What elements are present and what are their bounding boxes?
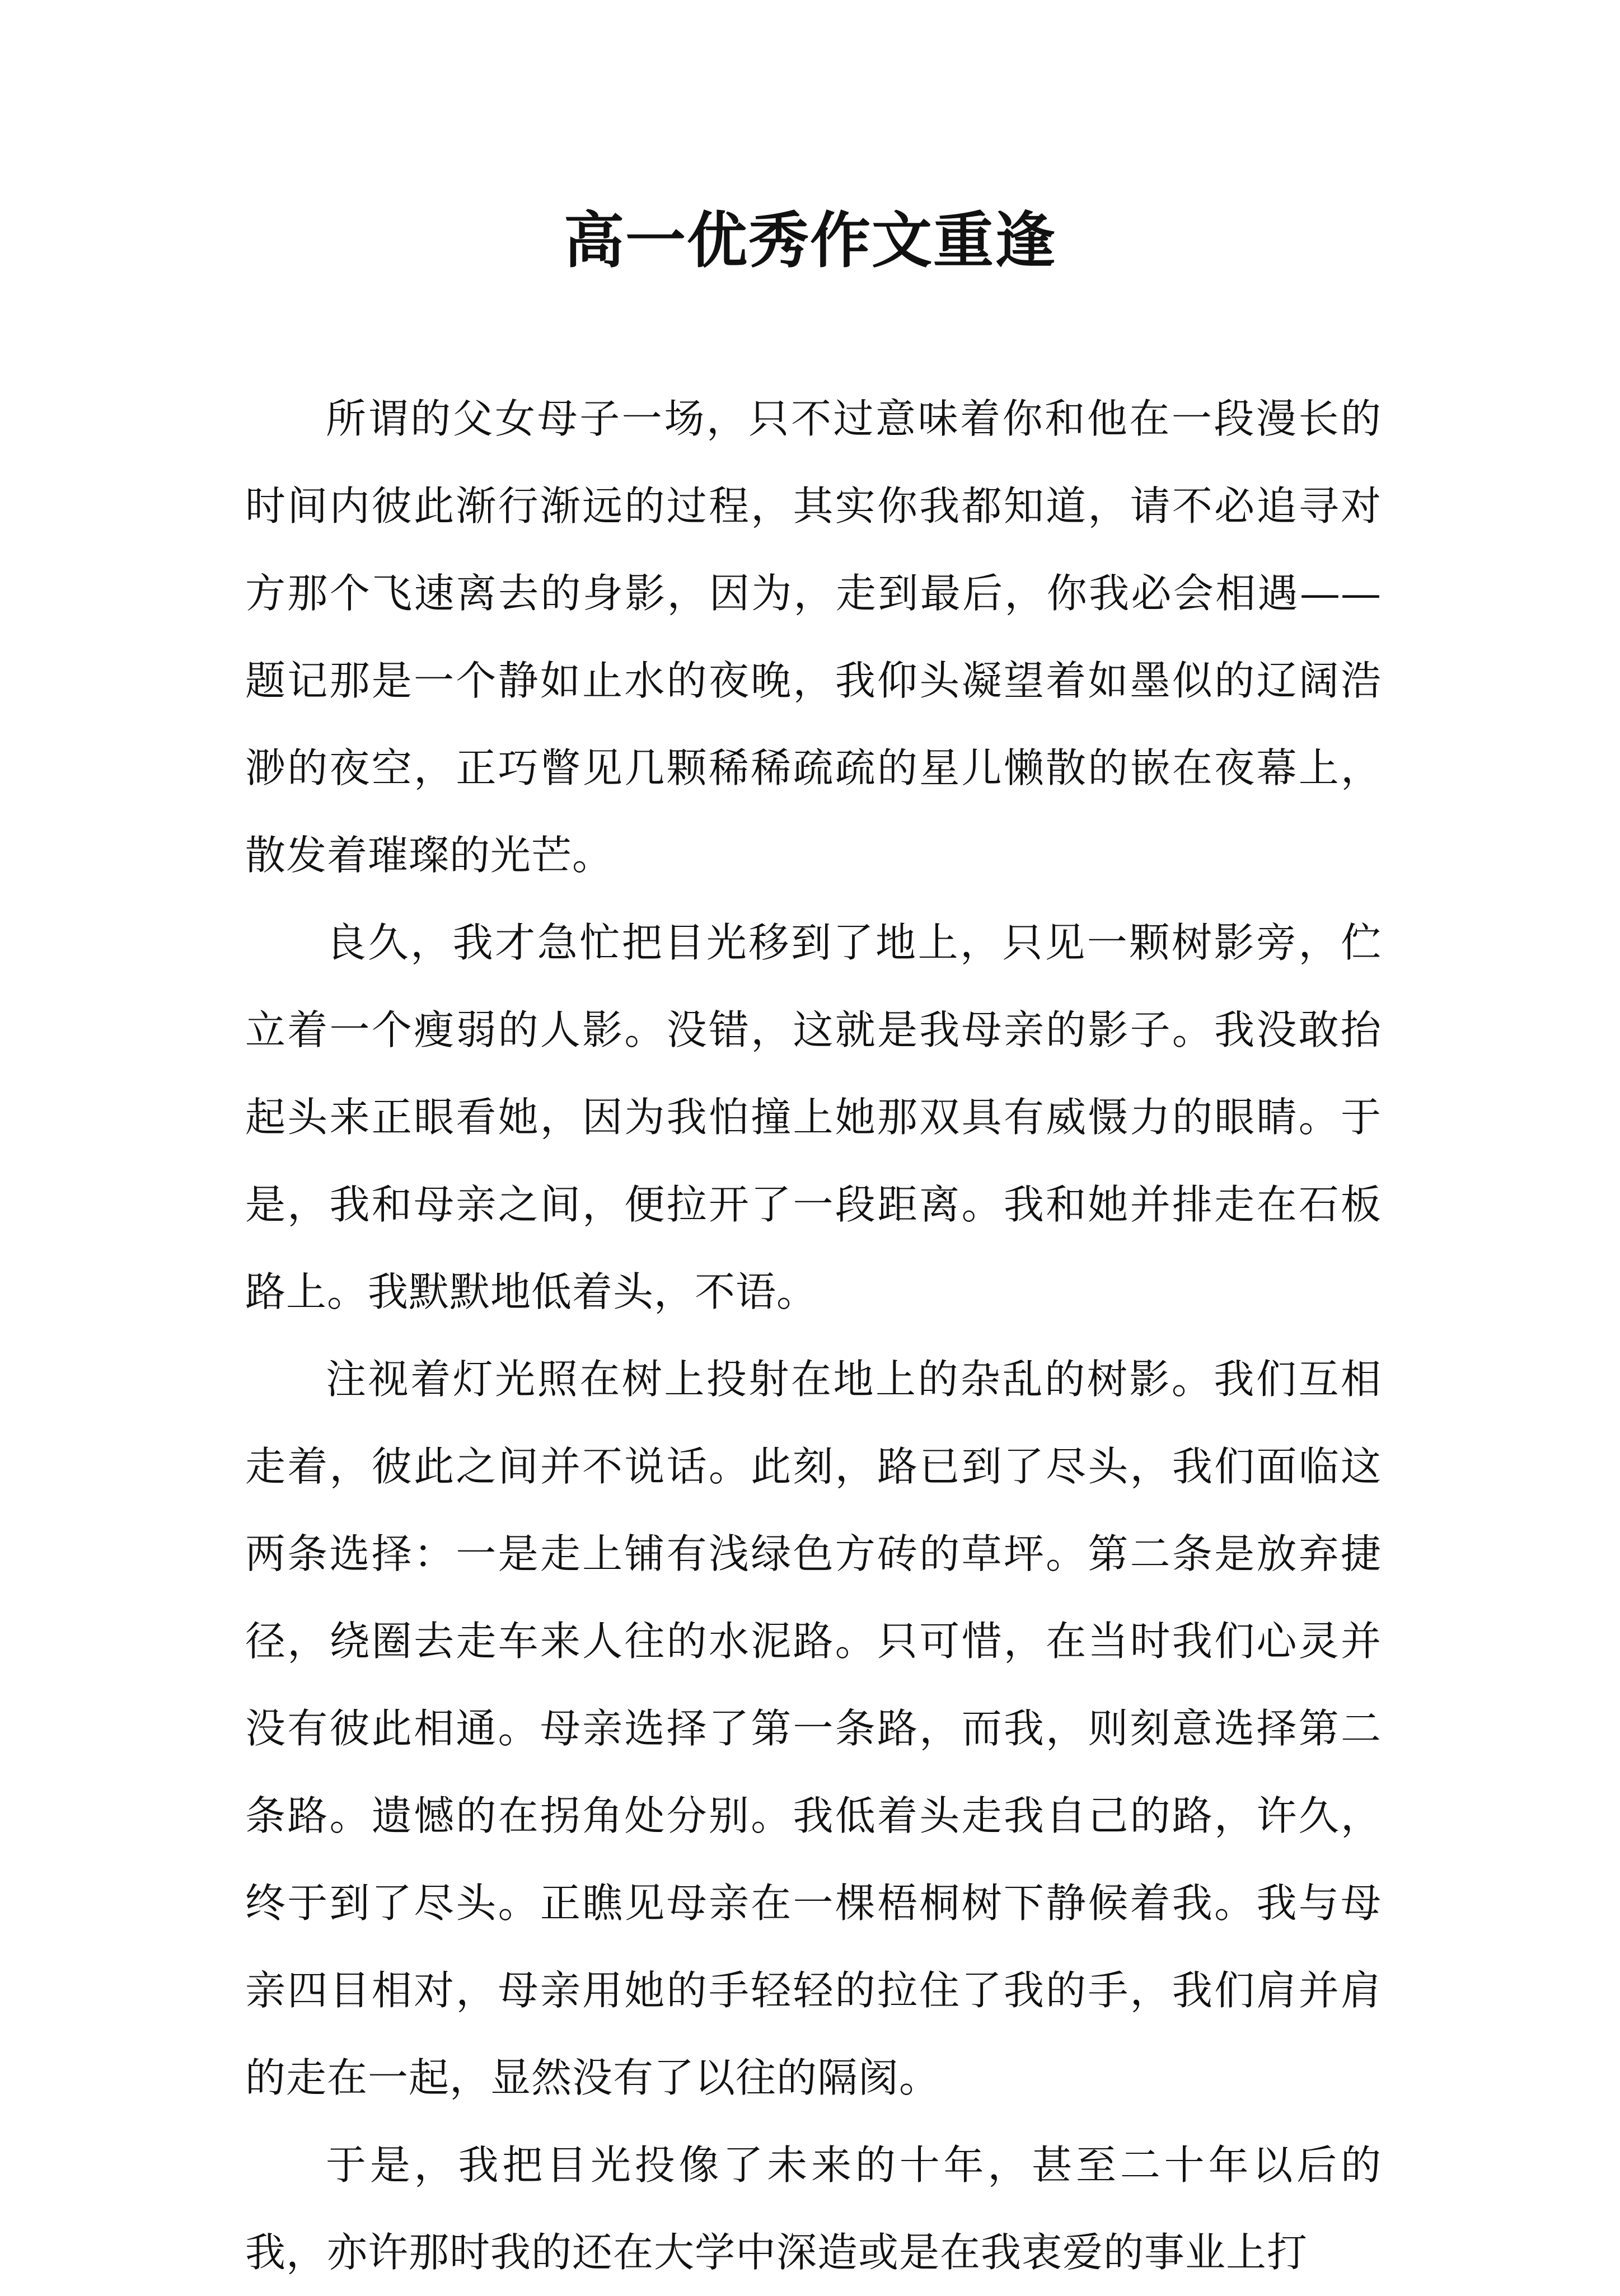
essay-body [245,375,1382,2296]
paragraph-3: 注视着灯光照在树上投射在地上的杂乱的树影。我们互相走着，彼此之间并不说话。此刻，路已到了尽头，我们面临这两条选择：一是走上铺有浅绿色方砖的草坪。第二条是放弃捷径，绕圈去走车来人往的水泥路。只可惜，在当时我们心灵并没有彼此相通。母亲选择了第一条路，而我，则刻意选择第二条路。遗憾的在拐角处分别。我低着头走我自己的路，许久，终于到了尽头。正瞧见母亲在一棵梧桐树下静候着我。我与母亲四目相对，母亲用她的手轻轻的拉住了我的手，我们肩并肩的走在一起，显然没有了以往的隔阂。 [245,1356,1382,2101]
paragraph-4: 于是，我把目光投像了未来的十年，甚至二十年以后的我，亦许那时我的还在大学中深造或是在我衷爱的事业上打 [245,2142,1382,2276]
page-title: 高一优秀作文重逢 [563,205,1056,276]
paragraph-2: 良久，我才急忙把目光移到了地上，只见一颗树影旁，伫立着一个瘦弱的人影。没错，这就是我母亲的影子。我没敢抬起头来正眼看她，因为我怕撞上她那双具有威慑力的眼睛。于是，我和母亲之间，便拉开了一段距离。我和她并排走在石板路上。我默默地低着头，不语。 [245,919,1382,1315]
paragraph-1: 所谓的父女母子一场，只不过意味着你和他在一段漫长的时间内彼此渐行渐远的过程，其实你我都知道，请不必追寻对方那个飞速离去的身影，因为，走到最后，你我必会相遇——题记那是一个静如止水的夜晚，我仰头凝望着如墨似的辽阔浩渺的夜空，正巧瞥见几颗稀稀疏疏的星儿懒散的嵌在夜幕上，散发着璀璨的光芒。 [245,395,1382,879]
